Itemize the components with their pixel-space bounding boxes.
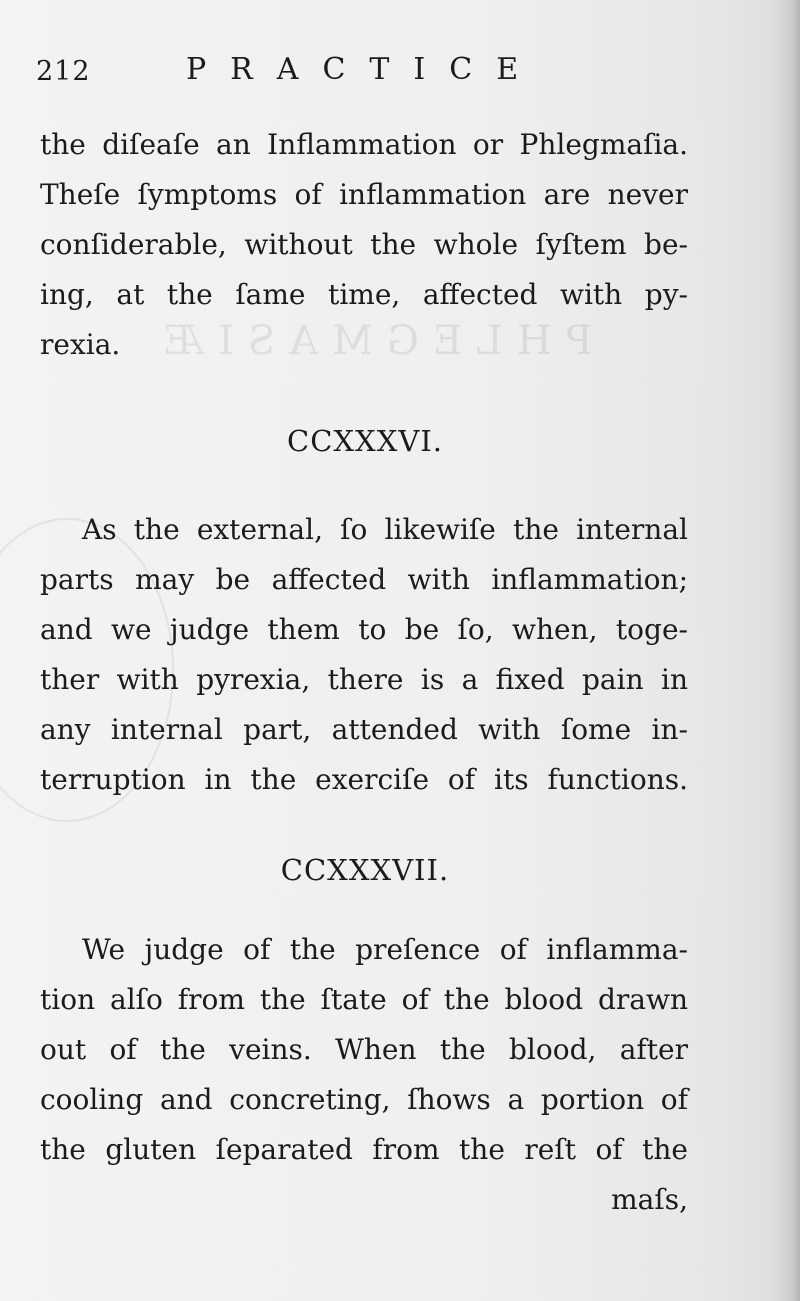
text-line: out of the veins. When the blood, after bbox=[40, 1033, 688, 1066]
paragraph-continuation bbox=[40, 120, 688, 370]
page-number: 212 bbox=[36, 56, 91, 87]
section-heading: CCXXXVI. bbox=[287, 424, 443, 458]
text-line: cooling and concreting, ſhows a portion of bbox=[40, 1083, 688, 1116]
running-head-title: PRACTICE bbox=[186, 52, 543, 87]
text-line: As the external, ſo likewiſe the internal bbox=[82, 513, 688, 546]
text-line: ther with pyrexia, there is a fixed pain in bbox=[40, 663, 688, 696]
text-line: parts may be affected with inflammation; bbox=[40, 563, 688, 596]
text-line: conſiderable, without the whole ſyſtem be- bbox=[40, 228, 688, 261]
paragraph bbox=[40, 505, 688, 805]
text-line: rexia. bbox=[40, 328, 121, 361]
catchword: maſs, bbox=[611, 1183, 688, 1216]
section-heading: CCXXXVII. bbox=[280, 853, 450, 887]
paragraph bbox=[40, 925, 688, 1225]
running-head bbox=[36, 52, 736, 96]
text-line: ing, at the ſame time, affected with py- bbox=[40, 278, 688, 311]
text-line: any internal part, attended with ſome in- bbox=[40, 713, 688, 746]
text-line: the diſeaſe an Inflammation or Phlegmaſia. bbox=[40, 128, 688, 161]
text-line: terruption in the exerciſe of its functions. bbox=[40, 763, 688, 796]
text-line: tion alſo from the ſtate of the blood drawn bbox=[40, 983, 688, 1016]
text-line: We judge of the preſence of inflamma- bbox=[82, 933, 688, 966]
bleed-through-text: PHLEGMASIÆ bbox=[150, 318, 593, 364]
text-line: Theſe ſymptoms of inflammation are never bbox=[40, 178, 688, 211]
text-line: and we judge them to be ſo, when, toge- bbox=[40, 613, 688, 646]
text-line: the gluten ſeparated from the reſt of the bbox=[40, 1133, 688, 1166]
